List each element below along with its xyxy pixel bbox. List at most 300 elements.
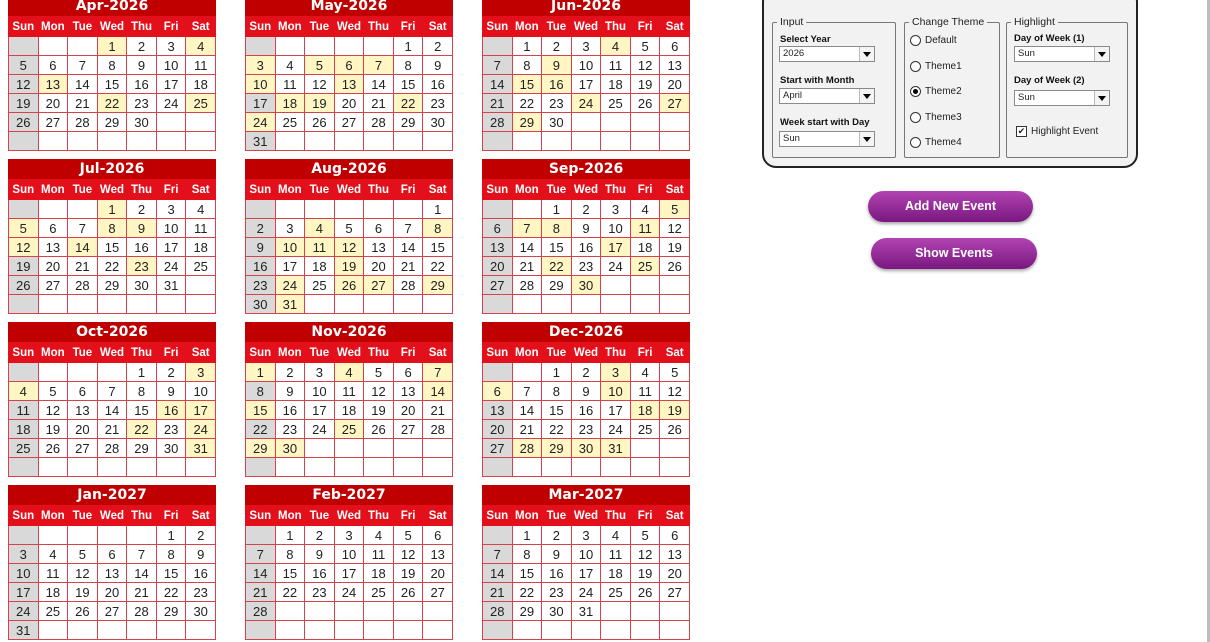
empty-day-cell[interactable] bbox=[542, 458, 572, 477]
day-cell[interactable]: 13 bbox=[423, 545, 453, 564]
day-cell[interactable]: 23 bbox=[423, 94, 453, 113]
empty-day-cell[interactable] bbox=[9, 526, 39, 545]
day-cell[interactable]: 12 bbox=[393, 545, 423, 564]
empty-day-cell[interactable] bbox=[483, 621, 513, 640]
day-cell[interactable]: 19 bbox=[334, 257, 364, 276]
day-cell[interactable]: 31 bbox=[186, 439, 216, 458]
day-cell[interactable]: 10 bbox=[571, 56, 601, 75]
show-events-button[interactable]: Show Events bbox=[871, 238, 1037, 269]
day-cell[interactable]: 26 bbox=[9, 276, 39, 295]
day-cell[interactable]: 20 bbox=[68, 420, 98, 439]
day-cell[interactable]: 6 bbox=[483, 382, 513, 401]
day-cell[interactable]: 27 bbox=[423, 583, 453, 602]
day-cell[interactable]: 15 bbox=[423, 238, 453, 257]
empty-day-cell[interactable] bbox=[38, 621, 68, 640]
day-cell[interactable]: 24 bbox=[601, 257, 631, 276]
day-cell[interactable]: 24 bbox=[305, 420, 335, 439]
day-cell[interactable]: 16 bbox=[542, 564, 572, 583]
day-cell[interactable]: 16 bbox=[542, 75, 572, 94]
day-cell[interactable]: 13 bbox=[334, 75, 364, 94]
day-cell[interactable]: 2 bbox=[246, 219, 276, 238]
empty-day-cell[interactable] bbox=[305, 200, 335, 219]
day-cell[interactable]: 1 bbox=[393, 37, 423, 56]
empty-day-cell[interactable] bbox=[512, 621, 542, 640]
day-cell[interactable]: 3 bbox=[334, 526, 364, 545]
empty-day-cell[interactable] bbox=[334, 458, 364, 477]
day-cell[interactable]: 26 bbox=[38, 439, 68, 458]
day-cell[interactable]: 26 bbox=[630, 94, 660, 113]
empty-day-cell[interactable] bbox=[9, 363, 39, 382]
day-cell[interactable]: 29 bbox=[542, 276, 572, 295]
day-cell[interactable]: 8 bbox=[512, 545, 542, 564]
day-cell[interactable]: 24 bbox=[275, 276, 305, 295]
day-cell[interactable]: 2 bbox=[542, 37, 572, 56]
empty-day-cell[interactable] bbox=[275, 132, 305, 151]
day-cell[interactable]: 8 bbox=[542, 219, 572, 238]
day-cell[interactable]: 27 bbox=[38, 276, 68, 295]
day-cell[interactable]: 23 bbox=[542, 94, 572, 113]
day-cell[interactable]: 12 bbox=[9, 75, 39, 94]
day-cell[interactable]: 7 bbox=[512, 219, 542, 238]
day-cell[interactable]: 18 bbox=[186, 238, 216, 257]
empty-day-cell[interactable] bbox=[601, 276, 631, 295]
day-cell[interactable]: 6 bbox=[393, 363, 423, 382]
day-cell[interactable]: 4 bbox=[275, 56, 305, 75]
empty-day-cell[interactable] bbox=[423, 295, 453, 314]
day-cell[interactable]: 10 bbox=[275, 238, 305, 257]
day-cell[interactable]: 30 bbox=[156, 439, 186, 458]
empty-day-cell[interactable] bbox=[601, 621, 631, 640]
empty-day-cell[interactable] bbox=[246, 37, 276, 56]
day-cell[interactable]: 7 bbox=[512, 382, 542, 401]
empty-day-cell[interactable] bbox=[542, 621, 572, 640]
day-cell[interactable]: 27 bbox=[334, 113, 364, 132]
day-cell[interactable]: 25 bbox=[38, 602, 68, 621]
empty-day-cell[interactable] bbox=[364, 602, 394, 621]
empty-day-cell[interactable] bbox=[571, 458, 601, 477]
day-cell[interactable]: 2 bbox=[127, 200, 157, 219]
day-cell[interactable]: 20 bbox=[660, 75, 690, 94]
day-cell[interactable]: 18 bbox=[305, 257, 335, 276]
start-month-dropdown[interactable] bbox=[779, 88, 875, 104]
empty-day-cell[interactable] bbox=[186, 458, 216, 477]
empty-day-cell[interactable] bbox=[364, 295, 394, 314]
day-cell[interactable]: 1 bbox=[542, 363, 572, 382]
day-cell[interactable]: 17 bbox=[571, 75, 601, 94]
empty-day-cell[interactable] bbox=[571, 113, 601, 132]
day-cell[interactable]: 9 bbox=[542, 545, 572, 564]
day-cell[interactable]: 20 bbox=[334, 94, 364, 113]
day-cell[interactable]: 27 bbox=[68, 439, 98, 458]
empty-day-cell[interactable] bbox=[38, 363, 68, 382]
day-cell[interactable]: 12 bbox=[9, 238, 39, 257]
day-cell[interactable]: 9 bbox=[571, 219, 601, 238]
day-cell[interactable]: 9 bbox=[571, 382, 601, 401]
day-cell[interactable]: 24 bbox=[156, 94, 186, 113]
empty-day-cell[interactable] bbox=[127, 132, 157, 151]
day-cell[interactable]: 20 bbox=[483, 257, 513, 276]
empty-day-cell[interactable] bbox=[660, 602, 690, 621]
empty-day-cell[interactable] bbox=[68, 200, 98, 219]
day-cell[interactable]: 23 bbox=[542, 583, 572, 602]
day-cell[interactable]: 21 bbox=[423, 401, 453, 420]
day-cell[interactable]: 26 bbox=[660, 257, 690, 276]
day-cell[interactable]: 18 bbox=[38, 583, 68, 602]
empty-day-cell[interactable] bbox=[156, 132, 186, 151]
empty-day-cell[interactable] bbox=[9, 37, 39, 56]
day-cell[interactable]: 20 bbox=[423, 564, 453, 583]
day-cell[interactable]: 16 bbox=[127, 238, 157, 257]
day-cell[interactable]: 20 bbox=[38, 257, 68, 276]
day-cell[interactable]: 5 bbox=[364, 363, 394, 382]
day-cell[interactable]: 8 bbox=[423, 219, 453, 238]
day-cell[interactable]: 1 bbox=[275, 526, 305, 545]
empty-day-cell[interactable] bbox=[186, 621, 216, 640]
day-cell[interactable]: 30 bbox=[571, 439, 601, 458]
day-cell[interactable]: 18 bbox=[9, 420, 39, 439]
empty-day-cell[interactable] bbox=[334, 132, 364, 151]
day-cell[interactable]: 24 bbox=[246, 113, 276, 132]
day-cell[interactable]: 29 bbox=[542, 439, 572, 458]
dow1-dropdown[interactable] bbox=[1014, 46, 1110, 62]
day-cell[interactable]: 29 bbox=[423, 276, 453, 295]
day-cell[interactable]: 8 bbox=[127, 382, 157, 401]
day-cell[interactable]: 11 bbox=[275, 75, 305, 94]
day-cell[interactable]: 22 bbox=[275, 583, 305, 602]
day-cell[interactable]: 25 bbox=[334, 420, 364, 439]
highlight-event-checkbox[interactable] bbox=[1016, 126, 1098, 137]
day-cell[interactable]: 27 bbox=[364, 276, 394, 295]
day-cell[interactable]: 21 bbox=[483, 94, 513, 113]
day-cell[interactable]: 4 bbox=[186, 37, 216, 56]
day-cell[interactable]: 20 bbox=[393, 401, 423, 420]
empty-day-cell[interactable] bbox=[305, 37, 335, 56]
day-cell[interactable]: 25 bbox=[364, 583, 394, 602]
empty-day-cell[interactable] bbox=[68, 295, 98, 314]
empty-day-cell[interactable] bbox=[305, 439, 335, 458]
empty-day-cell[interactable] bbox=[127, 295, 157, 314]
empty-day-cell[interactable] bbox=[38, 132, 68, 151]
empty-day-cell[interactable] bbox=[9, 458, 39, 477]
day-cell[interactable]: 21 bbox=[68, 94, 98, 113]
empty-day-cell[interactable] bbox=[393, 295, 423, 314]
day-cell[interactable]: 12 bbox=[364, 382, 394, 401]
day-cell[interactable]: 11 bbox=[630, 219, 660, 238]
empty-day-cell[interactable] bbox=[660, 276, 690, 295]
day-cell[interactable]: 25 bbox=[601, 583, 631, 602]
day-cell[interactable]: 6 bbox=[660, 37, 690, 56]
day-cell[interactable]: 4 bbox=[630, 363, 660, 382]
day-cell[interactable]: 18 bbox=[601, 75, 631, 94]
day-cell[interactable]: 2 bbox=[156, 363, 186, 382]
empty-day-cell[interactable] bbox=[423, 602, 453, 621]
day-cell[interactable]: 27 bbox=[660, 94, 690, 113]
empty-day-cell[interactable] bbox=[630, 295, 660, 314]
day-cell[interactable]: 25 bbox=[186, 94, 216, 113]
day-cell[interactable]: 10 bbox=[305, 382, 335, 401]
day-cell[interactable]: 13 bbox=[38, 238, 68, 257]
empty-day-cell[interactable] bbox=[542, 132, 572, 151]
day-cell[interactable]: 19 bbox=[38, 420, 68, 439]
day-cell[interactable]: 27 bbox=[38, 113, 68, 132]
empty-day-cell[interactable] bbox=[571, 132, 601, 151]
empty-day-cell[interactable] bbox=[156, 458, 186, 477]
day-cell[interactable]: 16 bbox=[305, 564, 335, 583]
day-cell[interactable]: 31 bbox=[275, 295, 305, 314]
day-cell[interactable]: 10 bbox=[601, 382, 631, 401]
dow2-dropdown[interactable] bbox=[1014, 90, 1110, 106]
day-cell[interactable]: 2 bbox=[571, 363, 601, 382]
day-cell[interactable]: 17 bbox=[156, 238, 186, 257]
day-cell[interactable]: 2 bbox=[423, 37, 453, 56]
day-cell[interactable]: 14 bbox=[483, 564, 513, 583]
day-cell[interactable]: 29 bbox=[97, 113, 127, 132]
day-cell[interactable]: 5 bbox=[660, 363, 690, 382]
day-cell[interactable]: 5 bbox=[68, 545, 98, 564]
empty-day-cell[interactable] bbox=[127, 458, 157, 477]
day-cell[interactable]: 14 bbox=[97, 401, 127, 420]
day-cell[interactable]: 23 bbox=[127, 94, 157, 113]
day-cell[interactable]: 20 bbox=[364, 257, 394, 276]
empty-day-cell[interactable] bbox=[334, 200, 364, 219]
empty-day-cell[interactable] bbox=[364, 37, 394, 56]
empty-day-cell[interactable] bbox=[483, 295, 513, 314]
day-cell[interactable]: 15 bbox=[246, 401, 276, 420]
empty-day-cell[interactable] bbox=[483, 37, 513, 56]
day-cell[interactable]: 2 bbox=[571, 200, 601, 219]
empty-day-cell[interactable] bbox=[127, 526, 157, 545]
empty-day-cell[interactable] bbox=[660, 295, 690, 314]
day-cell[interactable]: 5 bbox=[38, 382, 68, 401]
day-cell[interactable]: 18 bbox=[186, 75, 216, 94]
day-cell[interactable]: 28 bbox=[246, 602, 276, 621]
empty-day-cell[interactable] bbox=[423, 458, 453, 477]
day-cell[interactable]: 4 bbox=[186, 200, 216, 219]
day-cell[interactable]: 16 bbox=[423, 75, 453, 94]
day-cell[interactable]: 29 bbox=[97, 276, 127, 295]
day-cell[interactable]: 8 bbox=[542, 382, 572, 401]
empty-day-cell[interactable] bbox=[364, 132, 394, 151]
day-cell[interactable]: 7 bbox=[423, 363, 453, 382]
day-cell[interactable]: 31 bbox=[246, 132, 276, 151]
empty-day-cell[interactable] bbox=[68, 37, 98, 56]
day-cell[interactable]: 30 bbox=[127, 276, 157, 295]
day-cell[interactable]: 17 bbox=[246, 94, 276, 113]
day-cell[interactable]: 17 bbox=[9, 583, 39, 602]
day-cell[interactable]: 29 bbox=[156, 602, 186, 621]
day-cell[interactable]: 11 bbox=[38, 564, 68, 583]
day-cell[interactable]: 23 bbox=[275, 420, 305, 439]
empty-day-cell[interactable] bbox=[275, 37, 305, 56]
empty-day-cell[interactable] bbox=[660, 458, 690, 477]
empty-day-cell[interactable] bbox=[38, 295, 68, 314]
empty-day-cell[interactable] bbox=[305, 295, 335, 314]
empty-day-cell[interactable] bbox=[483, 363, 513, 382]
day-cell[interactable]: 5 bbox=[9, 219, 39, 238]
day-cell[interactable]: 11 bbox=[186, 56, 216, 75]
day-cell[interactable]: 6 bbox=[38, 56, 68, 75]
day-cell[interactable]: 13 bbox=[38, 75, 68, 94]
day-cell[interactable]: 1 bbox=[97, 200, 127, 219]
empty-day-cell[interactable] bbox=[393, 621, 423, 640]
empty-day-cell[interactable] bbox=[512, 363, 542, 382]
day-cell[interactable]: 14 bbox=[512, 238, 542, 257]
theme-radio-theme1[interactable] bbox=[910, 60, 962, 76]
empty-day-cell[interactable] bbox=[38, 200, 68, 219]
day-cell[interactable]: 3 bbox=[305, 363, 335, 382]
day-cell[interactable]: 25 bbox=[9, 439, 39, 458]
day-cell[interactable]: 1 bbox=[512, 526, 542, 545]
day-cell[interactable]: 1 bbox=[156, 526, 186, 545]
empty-day-cell[interactable] bbox=[9, 132, 39, 151]
empty-day-cell[interactable] bbox=[423, 621, 453, 640]
day-cell[interactable]: 10 bbox=[156, 219, 186, 238]
day-cell[interactable]: 26 bbox=[660, 420, 690, 439]
empty-day-cell[interactable] bbox=[97, 526, 127, 545]
empty-day-cell[interactable] bbox=[68, 363, 98, 382]
day-cell[interactable]: 10 bbox=[186, 382, 216, 401]
empty-day-cell[interactable] bbox=[9, 200, 39, 219]
day-cell[interactable]: 19 bbox=[9, 94, 39, 113]
day-cell[interactable]: 11 bbox=[601, 56, 631, 75]
day-cell[interactable]: 16 bbox=[275, 401, 305, 420]
empty-day-cell[interactable] bbox=[97, 295, 127, 314]
day-cell[interactable]: 19 bbox=[660, 238, 690, 257]
day-cell[interactable]: 9 bbox=[423, 56, 453, 75]
day-cell[interactable]: 14 bbox=[364, 75, 394, 94]
day-cell[interactable]: 6 bbox=[97, 545, 127, 564]
day-cell[interactable]: 13 bbox=[660, 56, 690, 75]
empty-day-cell[interactable] bbox=[660, 439, 690, 458]
day-cell[interactable]: 20 bbox=[38, 94, 68, 113]
day-cell[interactable]: 22 bbox=[97, 257, 127, 276]
day-cell[interactable]: 8 bbox=[275, 545, 305, 564]
day-cell[interactable]: 3 bbox=[601, 200, 631, 219]
empty-day-cell[interactable] bbox=[246, 621, 276, 640]
day-cell[interactable]: 24 bbox=[156, 257, 186, 276]
empty-day-cell[interactable] bbox=[305, 132, 335, 151]
empty-day-cell[interactable] bbox=[601, 458, 631, 477]
day-cell[interactable]: 16 bbox=[127, 75, 157, 94]
day-cell[interactable]: 6 bbox=[423, 526, 453, 545]
day-cell[interactable]: 30 bbox=[542, 113, 572, 132]
day-cell[interactable]: 3 bbox=[246, 56, 276, 75]
empty-day-cell[interactable] bbox=[601, 132, 631, 151]
empty-day-cell[interactable] bbox=[334, 439, 364, 458]
day-cell[interactable]: 13 bbox=[660, 545, 690, 564]
day-cell[interactable]: 27 bbox=[97, 602, 127, 621]
day-cell[interactable]: 2 bbox=[542, 526, 572, 545]
day-cell[interactable]: 30 bbox=[246, 295, 276, 314]
day-cell[interactable]: 24 bbox=[186, 420, 216, 439]
day-cell[interactable]: 9 bbox=[127, 56, 157, 75]
empty-day-cell[interactable] bbox=[97, 458, 127, 477]
day-cell[interactable]: 30 bbox=[275, 439, 305, 458]
empty-day-cell[interactable] bbox=[127, 621, 157, 640]
day-cell[interactable]: 5 bbox=[393, 526, 423, 545]
day-cell[interactable]: 2 bbox=[186, 526, 216, 545]
day-cell[interactable]: 23 bbox=[246, 276, 276, 295]
day-cell[interactable]: 21 bbox=[127, 583, 157, 602]
day-cell[interactable]: 1 bbox=[423, 200, 453, 219]
empty-day-cell[interactable] bbox=[38, 37, 68, 56]
day-cell[interactable]: 3 bbox=[186, 363, 216, 382]
day-cell[interactable]: 5 bbox=[305, 56, 335, 75]
day-cell[interactable]: 14 bbox=[423, 382, 453, 401]
day-cell[interactable]: 1 bbox=[127, 363, 157, 382]
day-cell[interactable]: 31 bbox=[601, 439, 631, 458]
day-cell[interactable]: 14 bbox=[246, 564, 276, 583]
day-cell[interactable]: 19 bbox=[393, 564, 423, 583]
day-cell[interactable]: 22 bbox=[542, 257, 572, 276]
day-cell[interactable]: 7 bbox=[68, 56, 98, 75]
day-cell[interactable]: 30 bbox=[571, 276, 601, 295]
empty-day-cell[interactable] bbox=[571, 621, 601, 640]
day-cell[interactable]: 29 bbox=[512, 113, 542, 132]
day-cell[interactable]: 30 bbox=[423, 113, 453, 132]
day-cell[interactable]: 28 bbox=[512, 439, 542, 458]
day-cell[interactable]: 15 bbox=[275, 564, 305, 583]
day-cell[interactable]: 12 bbox=[305, 75, 335, 94]
empty-day-cell[interactable] bbox=[334, 295, 364, 314]
empty-day-cell[interactable] bbox=[630, 276, 660, 295]
empty-day-cell[interactable] bbox=[275, 458, 305, 477]
empty-day-cell[interactable] bbox=[660, 132, 690, 151]
day-cell[interactable]: 11 bbox=[364, 545, 394, 564]
day-cell[interactable]: 17 bbox=[601, 401, 631, 420]
day-cell[interactable]: 17 bbox=[186, 401, 216, 420]
day-cell[interactable]: 21 bbox=[364, 94, 394, 113]
day-cell[interactable]: 9 bbox=[127, 219, 157, 238]
day-cell[interactable]: 20 bbox=[97, 583, 127, 602]
day-cell[interactable]: 24 bbox=[601, 420, 631, 439]
day-cell[interactable]: 4 bbox=[38, 545, 68, 564]
day-cell[interactable]: 12 bbox=[334, 238, 364, 257]
empty-day-cell[interactable] bbox=[186, 132, 216, 151]
day-cell[interactable]: 5 bbox=[334, 219, 364, 238]
day-cell[interactable]: 14 bbox=[68, 238, 98, 257]
day-cell[interactable]: 28 bbox=[364, 113, 394, 132]
day-cell[interactable]: 8 bbox=[393, 56, 423, 75]
empty-day-cell[interactable] bbox=[186, 295, 216, 314]
empty-day-cell[interactable] bbox=[305, 458, 335, 477]
day-cell[interactable]: 29 bbox=[127, 439, 157, 458]
day-cell[interactable]: 18 bbox=[630, 238, 660, 257]
empty-day-cell[interactable] bbox=[156, 113, 186, 132]
empty-day-cell[interactable] bbox=[246, 526, 276, 545]
day-cell[interactable]: 2 bbox=[275, 363, 305, 382]
day-cell[interactable]: 11 bbox=[9, 401, 39, 420]
day-cell[interactable]: 3 bbox=[275, 219, 305, 238]
empty-day-cell[interactable] bbox=[571, 295, 601, 314]
day-cell[interactable]: 14 bbox=[68, 75, 98, 94]
empty-day-cell[interactable] bbox=[423, 132, 453, 151]
empty-day-cell[interactable] bbox=[601, 113, 631, 132]
empty-day-cell[interactable] bbox=[246, 458, 276, 477]
day-cell[interactable]: 16 bbox=[186, 564, 216, 583]
day-cell[interactable]: 6 bbox=[334, 56, 364, 75]
empty-day-cell[interactable] bbox=[393, 439, 423, 458]
day-cell[interactable]: 12 bbox=[68, 564, 98, 583]
day-cell[interactable]: 22 bbox=[97, 94, 127, 113]
theme-radio-theme4[interactable] bbox=[910, 136, 962, 152]
empty-day-cell[interactable] bbox=[334, 621, 364, 640]
day-cell[interactable]: 6 bbox=[68, 382, 98, 401]
day-cell[interactable]: 21 bbox=[246, 583, 276, 602]
day-cell[interactable]: 23 bbox=[571, 420, 601, 439]
day-cell[interactable]: 31 bbox=[156, 276, 186, 295]
day-cell[interactable]: 19 bbox=[630, 564, 660, 583]
